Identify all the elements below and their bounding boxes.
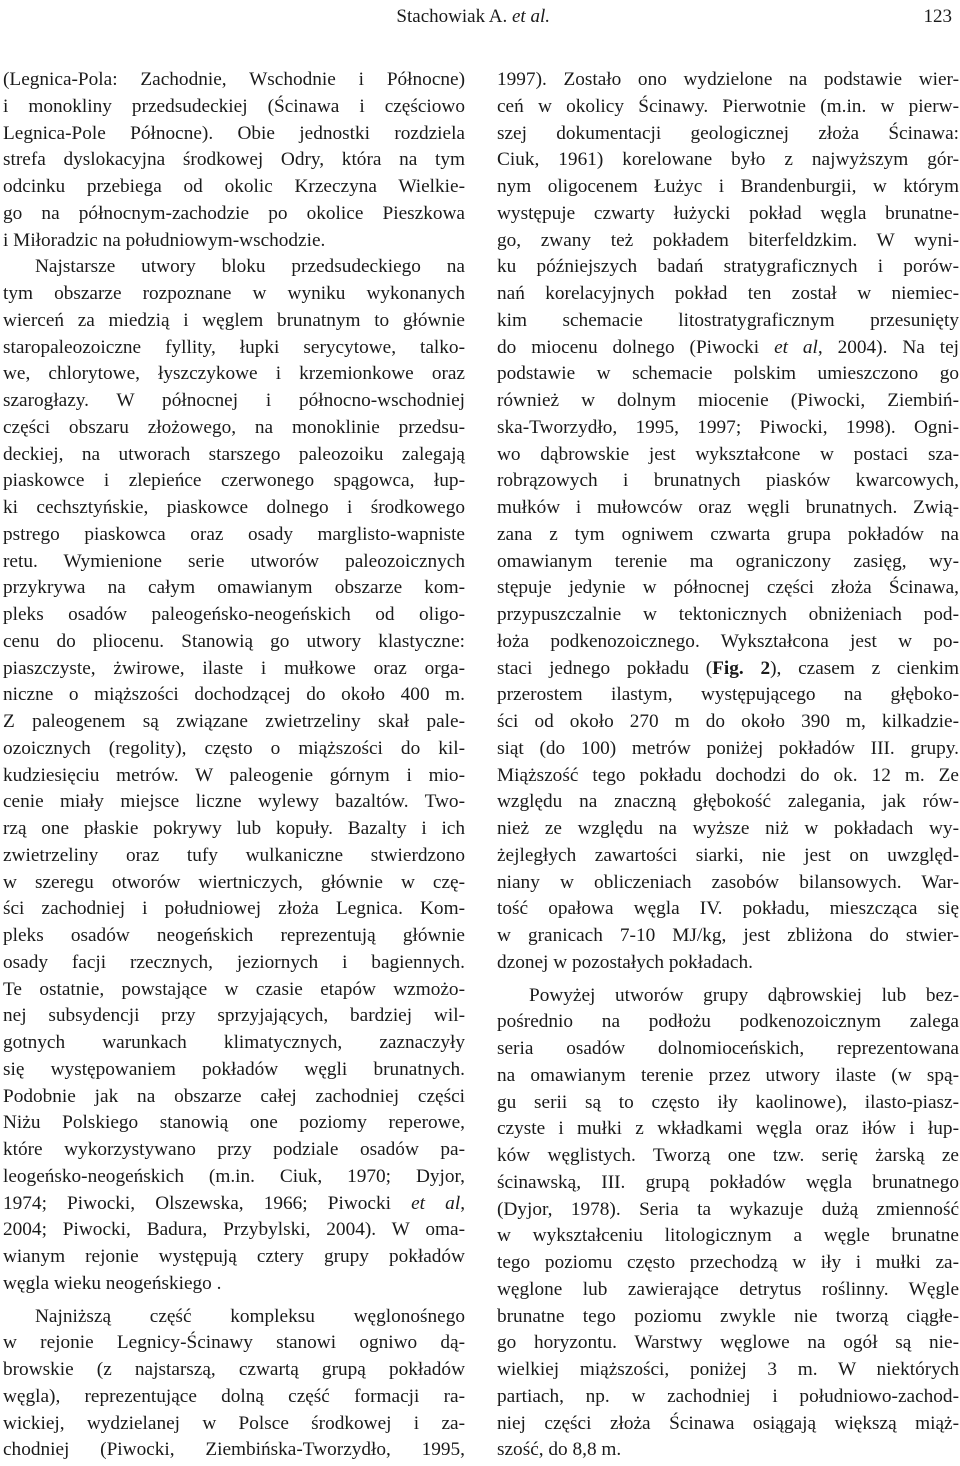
text-line: szarogłazy. W północnej i północno-wschodniej [3, 390, 465, 411]
text-segment: , 2004). Na tej [817, 336, 959, 358]
text-segment: ), czasem z cienkim [770, 657, 959, 679]
text-line: partiach, np. w zachodniej i południowo-zachod- [497, 1385, 959, 1407]
text-line: wielkiej miąższości, poniżej 3 m. W niektórych [497, 1359, 959, 1380]
text-line: browskie (z najstarszą, czwartą grupą pokładów [3, 1359, 465, 1380]
text-line: Najstarsze utwory bloku przedsudeckiego na [35, 256, 465, 278]
text-line: osady facji rzecznych, jeziornych i bagiennych. [3, 951, 465, 973]
text-line: i Miłoradzic na południowym-wschodzie. [3, 229, 326, 251]
paragraph-left-1 [3, 67, 465, 254]
text-line: w granicach 7-10 MJ/kg, jest zbliżona do stwier- [497, 925, 959, 946]
paragraph-right-2 [497, 983, 959, 1465]
text-line: ści od około 270 m do około 390 m, kilkadzie- [497, 711, 959, 732]
text-line: węgla), reprezentujące dolną część formacji ra- [3, 1385, 465, 1407]
text-line: Z paleogenem są związane zwietrzeliny skał pale- [3, 711, 465, 732]
text-line: względu na znaczną głębokość zalegania, jak rów- [497, 791, 959, 813]
running-head-authors [396, 6, 550, 28]
text-line: gotnych warunkach klimatycznych, zaznaczyły [3, 1032, 465, 1053]
text-line: w szeregu otworów wiertniczych, głównie w czę- [3, 871, 465, 893]
paragraph-left-3 [3, 1304, 465, 1465]
text-line: w rejonie Legnicy-Ścinawy stanowi ogniwo dą- [3, 1332, 465, 1354]
text-line [497, 656, 959, 683]
text-line: tym obszarze rozpoznane w wyniku wykonanych [3, 283, 465, 304]
text-line: kim schemacie litostratygraficznym przesunięty [497, 309, 959, 331]
text-line: go horyzontu. Warstwy węglowe na ogół są nie- [497, 1332, 959, 1354]
text-line: ków węglistych. Tworzą one tzw. serię żarską ze [497, 1145, 959, 1166]
text-line: chodniej (Piwocki, Ziembińska-Tworzydło, 1995, [3, 1439, 465, 1461]
text-line: niczne o miąższości dochodzącej do około 400 m. [3, 684, 465, 706]
text-line: seria osadów dolnomioceńskich, reprezentowana [497, 1038, 959, 1059]
text-line: retu. Wymienione serie utworów paleozoicznych [3, 550, 465, 572]
paragraph-right-1 [497, 67, 959, 977]
text-line: występuje czwarty łużycki pokład węgla brunatne- [497, 202, 959, 224]
text-line: leogeńsko-neogeńskich (m.in. Ciuk, 1970; Dyjor, [3, 1165, 465, 1187]
text-line: podstawie w schemacie polskim umieszczono go [497, 363, 959, 385]
text-line: odcinku przebiega od okolic Krzeczyna Wielkie- [3, 176, 465, 197]
text-line: robrązowych i brunatnych piasków kwarcowych, [497, 470, 959, 492]
text-line: przypuszczalnie w tektonicznych obniżeniach pod- [497, 604, 959, 625]
text-line: również w dolnym miocenie (Piwocki, Ziembiń- [497, 390, 959, 411]
text-line: nym oligocenem Łużyc i Brandenburgii, w którym [497, 176, 959, 197]
text-segment: 1974; Piwocki, Olszewska, 1966; Piwocki [3, 1192, 412, 1214]
text-line: cenu do pliocenu. Stanowią go utwory klastyczne: [3, 630, 465, 652]
text-line: na omawianym terenie przez utwory ilaste (w spą- [497, 1064, 959, 1086]
text-line: nej subsydencji przy sprzyjających, bardziej wil- [3, 1005, 465, 1027]
text-line: się występowaniem pokładów węgli brunatnych. [3, 1058, 465, 1080]
text-line: łoża podkenozoicznego. Wykształcona jest w po- [497, 630, 959, 652]
left-column [3, 67, 465, 1464]
text-line: ozoicznych (regolity), często o miąższości do kil- [3, 737, 465, 759]
text-line: stępuje jedynie w północnej części złoża Ścinawa, [497, 577, 959, 599]
bold-text: Fig. 2 [712, 657, 771, 679]
text-line: szej dokumentacji geologicznej złoża Ścinawa: [497, 122, 959, 144]
italic-text: et al [774, 336, 818, 358]
text-line: wierceń za miedzią i węglem brunatnym to głównie [3, 309, 465, 331]
text-line: staropaleozoiczne fyllity, łupki serycytowe, talko- [3, 336, 465, 358]
text-line: ścinawską, III. grupą pokładów węgla brunatnego [497, 1171, 959, 1193]
text-line: dzonej w pozostałych pokładach. [497, 951, 753, 973]
italic-text: et al [411, 1192, 461, 1214]
text-line: Podobnie jak na obszarze całej zachodniej części [3, 1085, 465, 1107]
text-line: zwietrzeliny oraz tufy wulkaniczne stwierdzono [3, 844, 465, 866]
text-line: nież ze względu na wyższe niż w pokładach wy- [497, 818, 959, 839]
text-line: pstrego piaskowca oraz osady marglisto-wapniste [3, 523, 465, 545]
authors-text: Stachowiak A. et al. [396, 6, 550, 27]
text-line: wickiej, wydzielanej w Polsce środkowej i za- [3, 1412, 465, 1434]
text-line: mułków i mułowców oraz węgli brunatnych. Zwią- [497, 497, 959, 518]
text-line: strefa dyslokacyjna środkowej Odry, która na tym [3, 149, 465, 171]
text-line: i monokliny przedsudeckiej (Ścinawa i częściowo [3, 95, 465, 117]
text-segment: do miocenu dolnego (Piwocki [497, 336, 775, 358]
text-line: ki cechsztyńskie, piaskowce dolnego i środkowego [3, 497, 465, 518]
text-line: deckiej, na utworach starszego paleozoiku zalegają [3, 443, 465, 465]
text-line: Legnica-Pole Północne). Obie jednostki rozdziela [3, 122, 465, 144]
text-line: przykrywa na całym omawianym obszarze kom- [3, 577, 465, 599]
text-line: Ciuk, 1961) korelowane było z najwyższym gór- [497, 149, 959, 171]
text-line: piaszczyste, żwirowe, ilaste i mułkowe oraz orga- [3, 657, 465, 679]
text-line: tego poziomu często przechodzą w iły i mułki za- [497, 1252, 959, 1273]
text-line: ści zachodniej i południowej złoża Legnica. Kom- [3, 898, 465, 920]
text-line: Powyżej utworów grupy dąbrowskiej lub bez- [529, 984, 959, 1006]
page-header [0, 0, 960, 40]
text-line: (Legnica-Pola: Zachodnie, Wschodnie i Północne) [3, 69, 465, 90]
text-line: cenie miały miejsce liczne wylewy bazaltów. Two- [3, 791, 465, 813]
text-line: wianym rejonie występują cztery grupy pokładów [3, 1246, 465, 1267]
text-line: go na północnym-zachodzie po okolice Pieszkowa [3, 202, 465, 224]
text-line: które wykorzystywano przy podziale osadów pa- [3, 1139, 465, 1160]
text-line: czyste i mułki z wkładkami węgla oraz iłów i łup- [497, 1118, 959, 1140]
text-line: szość, do 8,8 m. [497, 1439, 622, 1461]
text-line: gu serii są to często iły kaolinowe), ilasto-piasz- [497, 1091, 959, 1113]
text-line: ku późniejszych badań stratygraficznych i porów- [497, 256, 959, 278]
text-line: ceń w okolicy Ścinawy. Pierwotnie (m.in. w pierw- [497, 95, 959, 117]
text-line: tość opałowa węgla IV. pokładu, mieszcząca się [497, 898, 959, 920]
text-line: pośrednio na podłożu podkenozoicznym zalega [497, 1011, 959, 1033]
text-line: węglone lub zawierające detrytus roślinny. Węgle [497, 1278, 959, 1300]
text-line: 1997). Zostało ono wydzielone na podstawie wier- [497, 69, 959, 90]
text-segment: staci jednego pokładu ( [497, 657, 713, 679]
text-segment: , [460, 1192, 466, 1214]
text-line: ska-Tworzydło, 1995, 1997; Piwocki, 1998). Ogni- [497, 416, 959, 438]
text-line: zana z tym ogniwem czwarta grupa pokładów na [497, 523, 959, 545]
text-line: wo dąbrowskie jest wykształcone w postaci sza- [497, 443, 959, 465]
text-line: 2004; Piwocki, Badura, Przybylski, 2004). W oma- [3, 1219, 465, 1241]
text-line: Te ostatnie, powstające w czasie etapów wzmożo- [3, 978, 465, 1000]
text-line: w wykształceniu litologicznym a węgle brunatne [497, 1225, 959, 1247]
text-line: Niżu Polskiego stanowią one poziomy reperowe, [3, 1112, 465, 1134]
text-line: żejległych zawartości siarki, nie jest on uwzględ- [497, 844, 959, 866]
paragraph-left-2 [3, 254, 465, 1297]
text-line: niany w obliczeniach zasobów bilansowych. War- [497, 871, 959, 893]
text-line: go, zwany też pokładem biterfeldzkim. W wyni- [497, 229, 959, 251]
text-line: części obszaru złożowego, na monoklinie przedsu- [3, 416, 465, 438]
text-line: brunatne tego poziomu zwykle nie tworzą ciągłe- [497, 1305, 959, 1327]
text-line: nań korelacyjnych pokład ten został w niemiec- [497, 283, 959, 304]
text-line: omawianym terenie ma ograniczony zasięg, wy- [497, 550, 959, 572]
text-line [3, 1191, 465, 1218]
text-line [497, 335, 959, 362]
text-line: pleks osadów neogeńskich reprezentują głównie [3, 925, 465, 946]
text-line: pleks osadów paleogeńsko-neogeńskich od oligo- [3, 604, 465, 625]
text-line: rzą one płaskie pokrywy lub kopuły. Bazalty i ich [3, 818, 465, 839]
text-line: przerostem ilastym, występującego na głęboko- [497, 684, 959, 706]
page-number: 123 [923, 6, 952, 27]
text-line: kudziesięciu metrów. W paleogenie górnym i mio- [3, 764, 465, 786]
text-line: Najniższą część kompleksu węglonośnego [35, 1305, 465, 1327]
text-line: we, chlorytowe, łyszczykowe i krzemionkowe oraz [3, 363, 465, 385]
text-line: węgla wieku neogeńskiego . [3, 1272, 222, 1294]
right-column [497, 67, 959, 1464]
text-line: piaskowce i zlepieńce czerwonego spągowca, łup- [3, 470, 465, 492]
text-line: (Dyjor, 1978). Seria ta wykazuje dużą zmienność [497, 1198, 959, 1220]
text-line: niej części złoża Ścinawa osiągają większą miąż- [497, 1412, 959, 1434]
text-line: siąt (do 100) metrów poniżej pokładów III. grupy. [497, 737, 959, 759]
text-line: Miąższość tego pokładu dochodzi do ok. 12 m. Ze [497, 764, 959, 786]
